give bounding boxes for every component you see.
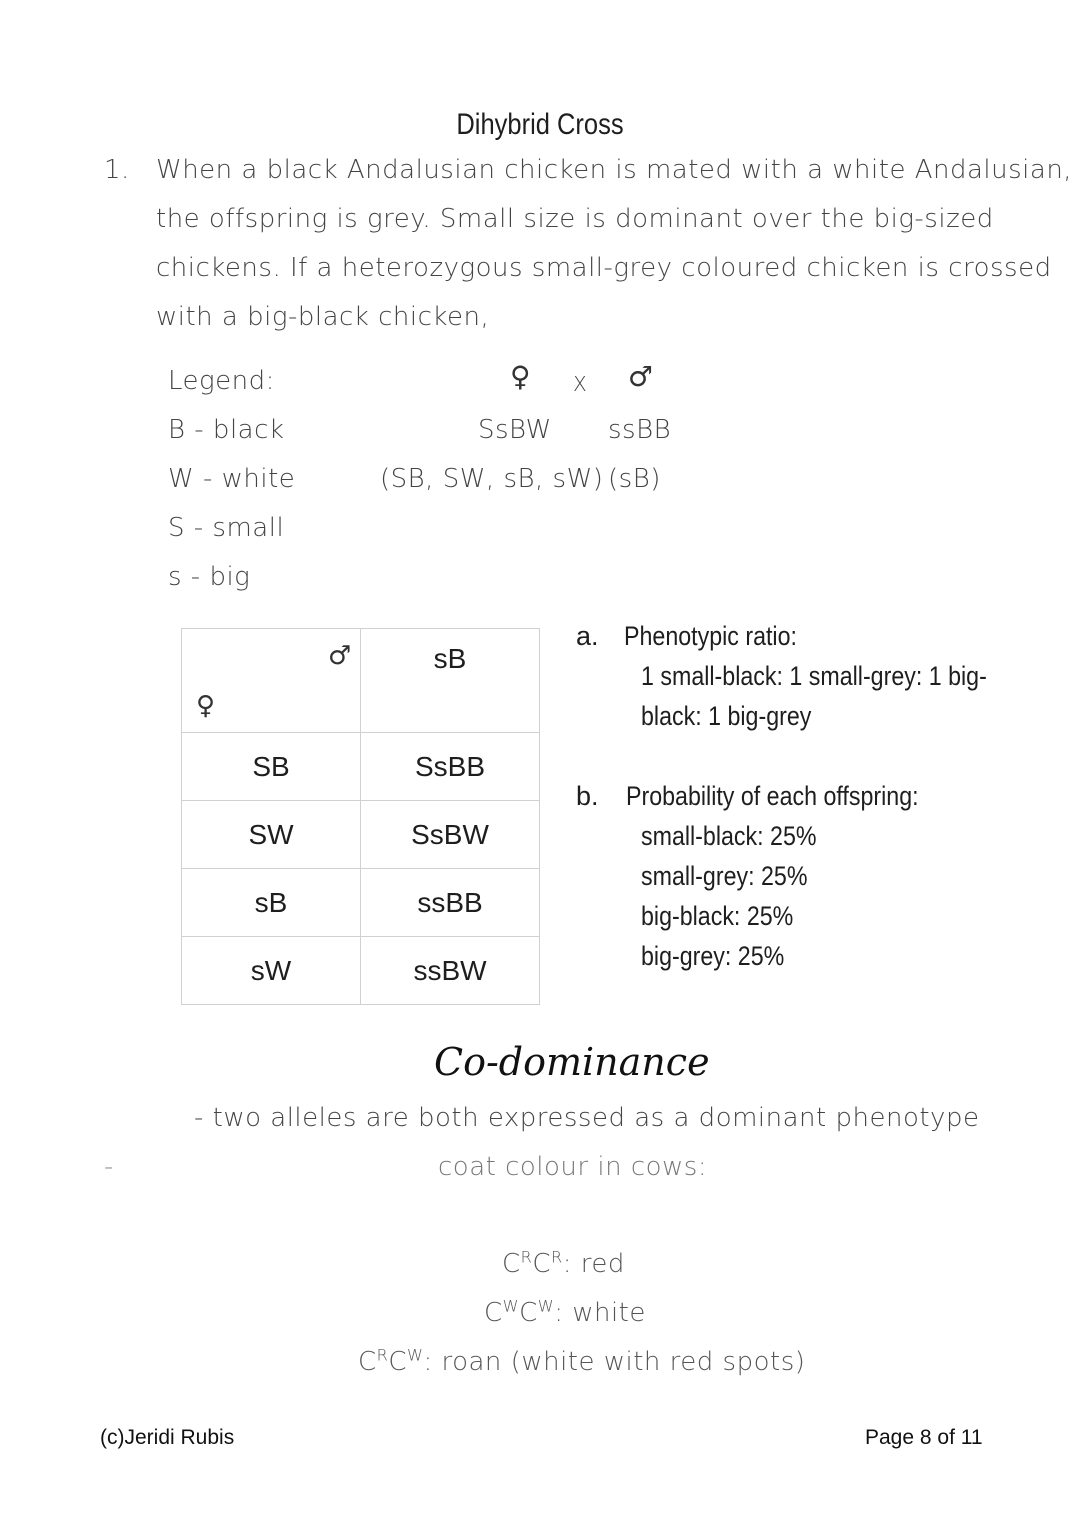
genotype-white: $C^WC^W$: white [484, 1296, 646, 1328]
genotype-roan: $C^RC^W$: roan (white with red spots) [358, 1345, 806, 1377]
codominance-heading: Co-dominance [434, 1040, 710, 1084]
female-gametes: (SB, SW, sB, sW) [380, 464, 604, 494]
punnett-square [181, 628, 540, 1005]
cross-times: X [573, 372, 588, 396]
female-symbol: ♀ [196, 691, 216, 721]
example-title: coat colour in cows: [438, 1152, 708, 1182]
question-line-4: with a big-black chicken, [156, 302, 490, 332]
punnett-offspring: ssBW [361, 937, 540, 1005]
legend-item: W - white [168, 464, 296, 494]
table-row [182, 937, 540, 1005]
punnett-corner-cell [182, 629, 361, 733]
punnett-female-gamete: SB [182, 733, 361, 801]
male-genotype: ssBB [608, 415, 672, 445]
punnett-female-gamete: sB [182, 869, 361, 937]
table-row [182, 801, 540, 869]
punnett-offspring: ssBB [361, 869, 540, 937]
male-symbol: ♂ [628, 360, 654, 393]
answer-b-heading: Probability of each offspring: [626, 781, 919, 811]
genotype-red: $C^RC^R$: red [502, 1247, 625, 1279]
question-number: 1. [104, 155, 130, 185]
stray-dash: - [104, 1152, 114, 1182]
punnett-female-gamete: SW [182, 801, 361, 869]
legend-item: S - small [168, 513, 285, 543]
male-gametes: (sB) [608, 464, 661, 494]
footer-copyright: (c)Jeridi Rubis [100, 1426, 235, 1449]
question-line-2: the offspring is grey. Small size is dominant over the big-sized [156, 204, 994, 234]
question-line-1: When a black Andalusian chicken is mated with a white Andalusian, [156, 155, 1073, 185]
punnett-male-gamete: sB [361, 629, 540, 733]
codominance-definition: - two alleles are both expressed as a dominant phenotype [194, 1103, 980, 1133]
footer-page-number: Page 8 of 11 [865, 1426, 983, 1449]
answer-a-marker: a. [576, 621, 599, 651]
answer-b-line: small-grey: 25% [641, 861, 808, 891]
answer-b-marker: b. [576, 781, 599, 811]
answer-b-line: big-black: 25% [641, 901, 794, 931]
punnett-offspring: SsBB [361, 733, 540, 801]
answer-a-line: 1 small-black: 1 small-grey: 1 big- [641, 661, 987, 691]
page-title: Dihybrid Cross [456, 108, 624, 141]
legend-heading: Legend: [168, 366, 275, 396]
male-symbol: ♂ [328, 641, 352, 671]
female-genotype: SsBW [478, 415, 552, 445]
answer-b-line: small-black: 25% [641, 821, 817, 851]
table-row [182, 869, 540, 937]
legend-item: B - black [168, 415, 285, 445]
legend-item: s - big [168, 562, 251, 592]
answer-b-line: big-grey: 25% [641, 941, 785, 971]
female-symbol: ♀ [510, 360, 531, 393]
punnett-offspring: SsBW [361, 801, 540, 869]
table-row [182, 733, 540, 801]
answer-a-heading: Phenotypic ratio: [624, 621, 797, 651]
punnett-female-gamete: sW [182, 937, 361, 1005]
question-line-3: chickens. If a heterozygous small-grey coloured chicken is crossed [156, 253, 1052, 283]
answer-a-line: black: 1 big-grey [641, 701, 812, 731]
